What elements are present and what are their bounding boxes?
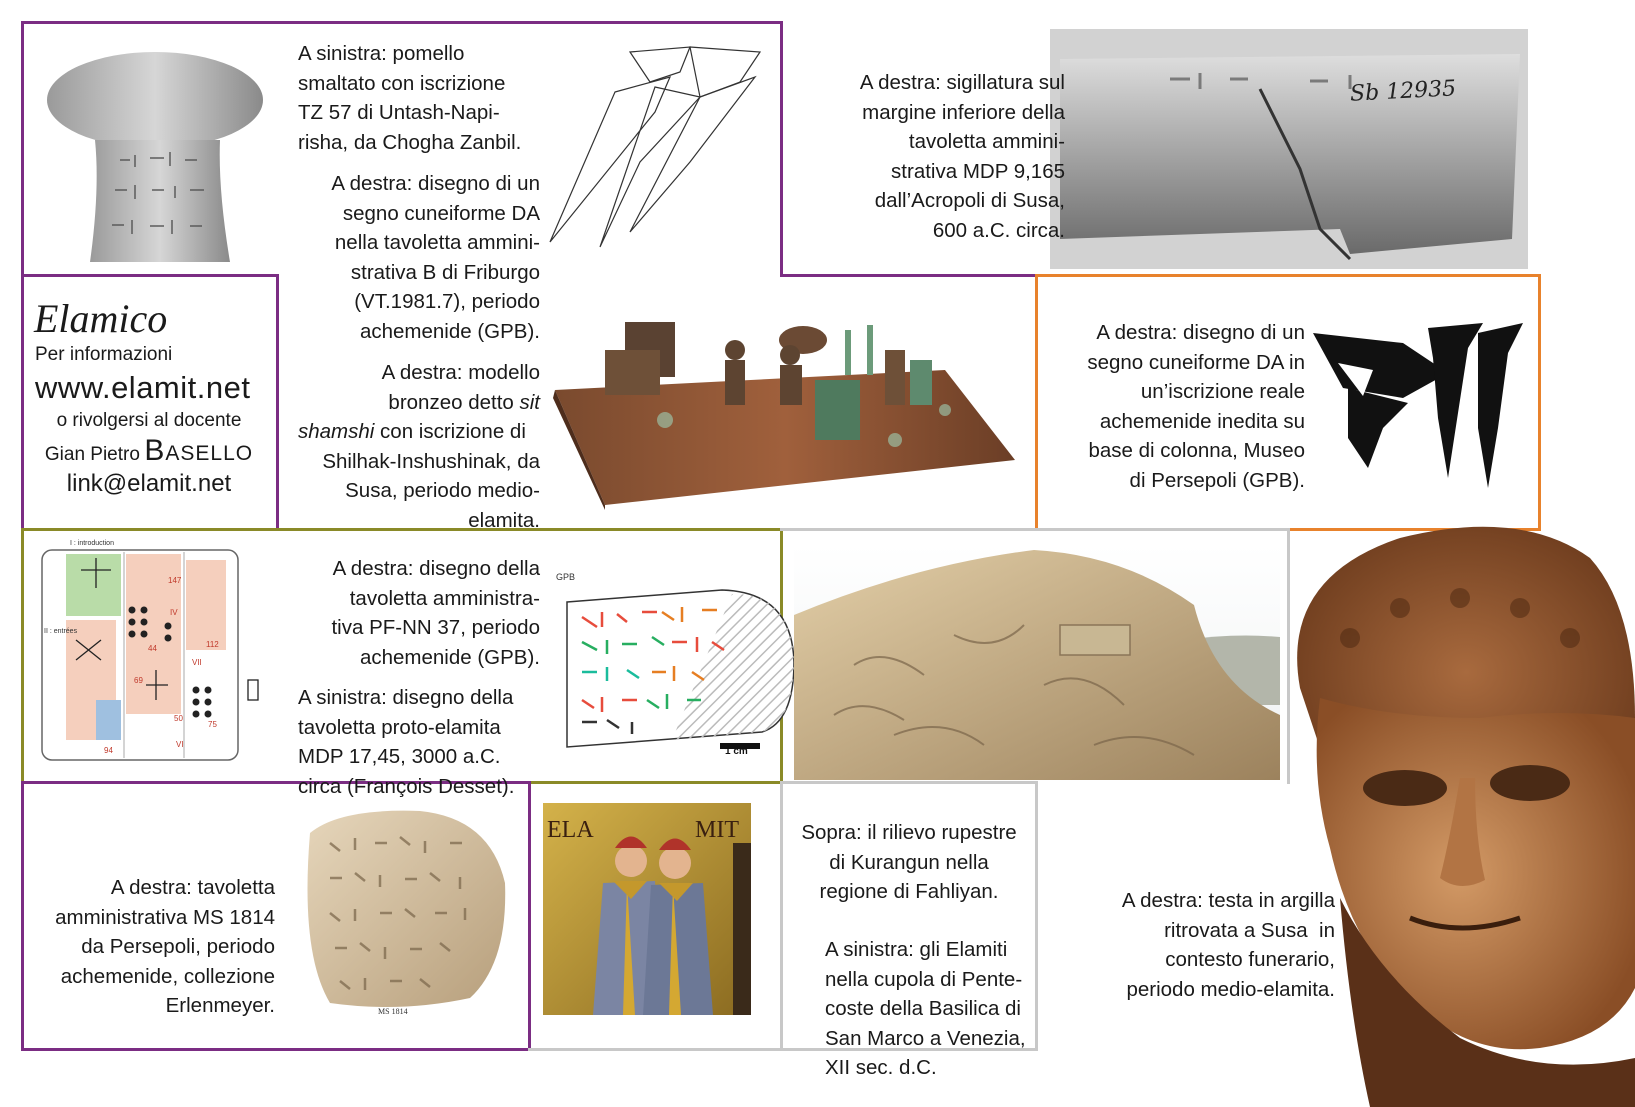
caption-sealing-line: strativa MDP 9,165 [891, 159, 1065, 183]
knob-photo [40, 40, 270, 268]
info-name-first: Gian Pietro [44, 444, 140, 465]
caption-sit-line: Shilhak-Inshushinak, da [322, 449, 540, 473]
caption-elamites-line: coste della Basilica di [825, 997, 1021, 1020]
ms1814-photo [300, 803, 510, 1021]
info-name [24, 434, 274, 468]
proto-num-4: 69 [134, 676, 143, 685]
caption-proto-line: MDP 17,45, 3000 a.C. [298, 745, 501, 768]
caption-proto-line: tavoletta proto-elamita [298, 715, 501, 739]
caption-sign-line: achemenide (GPB). [359, 319, 540, 343]
pfnn-scale-label: 1 cm [725, 746, 748, 757]
caption-ms-line: achemenide, collezione [60, 964, 275, 988]
caption-knob [298, 39, 558, 157]
ms-label: MS 1814 [378, 1007, 408, 1016]
sealing-mark: Sb 12935 [1349, 76, 1457, 107]
mosaic-label-right: MIT [695, 817, 739, 843]
caption-royal-line: un’iscrizione reale [1140, 380, 1305, 403]
caption-proto-elamite [298, 683, 558, 801]
caption-kurangun-line: Sopra: il rilievo rupestre [801, 821, 1017, 844]
caption-pfnn-line: tavoletta amministra- [349, 586, 540, 610]
proto-num-3: 44 [148, 644, 157, 653]
caption-pfnn-line: tiva PF-NN 37, periodo [331, 616, 540, 639]
caption-sit-text: con iscrizione di [374, 420, 526, 443]
caption-sit-line: Susa, periodo medio- [345, 479, 540, 502]
proto-num-1: 112 [206, 640, 219, 649]
caption-sign-drawing [270, 169, 540, 346]
caption-proto-line: circa (François Desset). [298, 774, 515, 798]
caption-knob-line: smaltato con iscrizione [298, 71, 506, 95]
proto-entrees-label: II : entrées [44, 628, 78, 635]
caption-sealing-line: margine inferiore della [862, 100, 1065, 124]
frame-gray-mosaic [528, 1048, 783, 1051]
info-website[interactable]: www.elamit.net [35, 370, 251, 405]
caption-ms-line: amministrativa MS 1814 [55, 905, 275, 929]
caption-pfnn [270, 554, 540, 672]
info-box [24, 295, 274, 498]
caption-pfnn-line: A destra: disegno della [332, 557, 540, 580]
caption-head-line: periodo medio-elamita. [1126, 977, 1335, 1001]
caption-sealing-line: A destra: sigillatura sul [859, 71, 1065, 94]
caption-sealing-line: dall’Acropoli di Susa, [874, 189, 1065, 212]
caption-royal-line: di Persepoli (GPB). [1129, 468, 1305, 492]
caption-sealing-line: 600 a.C. circa. [932, 218, 1065, 242]
proto-num-7: 50 [174, 714, 183, 723]
caption-sit-line [298, 417, 540, 447]
proto-num-0: 147 [168, 576, 182, 585]
caption-head-line: ritrovata a Susa in [1164, 918, 1335, 942]
pfnn-gpb-label: GPB [556, 572, 576, 582]
caption-sealing-line: tavoletta ammini- [908, 130, 1065, 153]
info-email[interactable]: link@elamit.net [66, 470, 232, 497]
caption-kurangun [792, 818, 1026, 907]
mosaic-label-left: ELA [547, 817, 594, 843]
caption-elamites [825, 935, 1035, 1083]
sealing-photo [1050, 29, 1528, 269]
caption-sealing [800, 68, 1065, 245]
caption-ms-line: Erlenmeyer. [165, 994, 275, 1017]
proto-num-6: 75 [208, 720, 217, 729]
caption-royal-line: base di colonna, Museo [1088, 439, 1305, 462]
caption-sign-line: strativa B di Friburgo [350, 260, 540, 284]
caption-sit-emphasis: shamshi [298, 420, 375, 443]
kurangun-photo [794, 545, 1280, 780]
mosaic-photo [543, 803, 751, 1015]
caption-sit-shamshi [270, 358, 540, 535]
caption-elamites-line: nella cupola di Pente- [825, 967, 1023, 991]
info-contact-line: o rivolgersi al docente [56, 410, 242, 431]
caption-ms-line: A destra: tavoletta [110, 876, 275, 899]
caption-sign-line: nella tavoletta ammini- [334, 231, 540, 254]
caption-knob-line: A sinistra: pomello [298, 42, 465, 65]
caption-royal-sign [1045, 318, 1305, 495]
proto-intro-label: I : introduction [70, 540, 114, 547]
caption-elamites-line: San Marco a Venezia, [825, 1026, 1026, 1050]
caption-sit-line [270, 388, 540, 418]
caption-ms-line: da Persepoli, periodo [81, 935, 275, 958]
info-title: Elamico [34, 296, 168, 341]
caption-sign-line: segno cuneiforme DA [342, 201, 540, 225]
caption-proto-line: A sinistra: disegno della [298, 686, 514, 709]
info-subtitle: Per informazioni [35, 344, 173, 365]
caption-sign-line: (VT.1981.7), periodo [354, 290, 540, 313]
caption-royal-line: A destra: disegno di un [1096, 321, 1305, 344]
caption-sign-line: A destra: disegno di un [331, 172, 540, 195]
sign-drawing [540, 42, 790, 252]
sit-shamshi-photo [545, 310, 1020, 510]
proto-num-9: 94 [104, 746, 113, 755]
proto-elamite-drawing [36, 540, 264, 766]
caption-kurangun-line: regione di Fahliyan. [819, 880, 999, 903]
caption-royal-line: segno cuneiforme DA in [1087, 350, 1305, 374]
caption-sit-line: elamita. [468, 508, 540, 532]
pfnn-drawing [556, 572, 800, 767]
caption-knob-line: TZ 57 di Untash-Napi- [298, 101, 500, 124]
caption-sit-emphasis: sit [519, 390, 540, 414]
caption-head-line: contesto funerario, [1165, 948, 1335, 971]
caption-royal-line: achemenide inedita su [1099, 409, 1305, 433]
caption-kurangun-line: di Kurangun nella [829, 850, 989, 874]
head-photo [1260, 518, 1635, 1107]
caption-head [1075, 886, 1335, 1004]
proto-num-2: IV [170, 608, 178, 617]
info-name-last: Basello [144, 434, 254, 467]
caption-knob-line: risha, da Chogha Zanbil. [298, 130, 522, 154]
caption-head-line: A destra: testa in argilla [1121, 889, 1335, 912]
caption-pfnn-line: achemenide (GPB). [359, 645, 540, 669]
caption-elamites-line: A sinistra: gli Elamiti [825, 938, 1008, 961]
caption-sit-line: A destra: modello [381, 361, 540, 384]
caption-ms1814 [30, 873, 275, 1021]
caption-elamites-line: XII sec. d.C. [825, 1056, 937, 1079]
proto-num-5: VII [192, 658, 202, 667]
proto-num-8: VI [176, 740, 184, 749]
caption-sit-text: bronzeo detto [388, 390, 520, 414]
royal-sign-drawing [1308, 318, 1528, 490]
